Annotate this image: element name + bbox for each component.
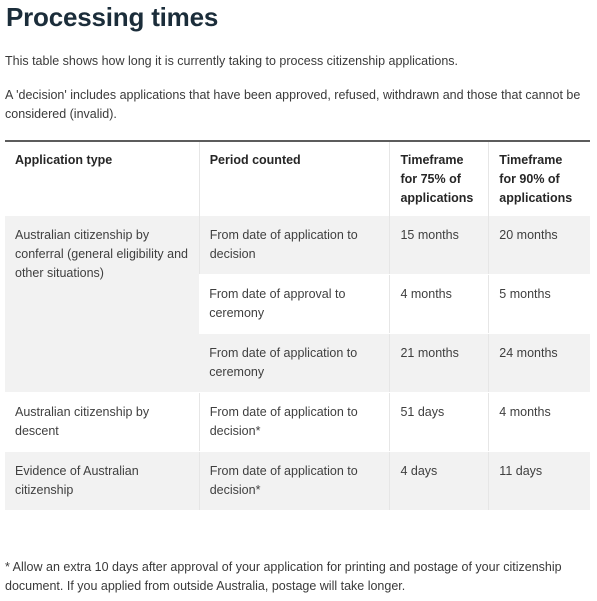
timeframe-75-cell: 15 months — [390, 216, 489, 275]
decision-definition: A 'decision' includes applications that have been approved, refused, withdrawn and those that cannot be considered (invalid). — [5, 88, 581, 121]
timeframe-90-cell: 4 months — [489, 393, 590, 452]
period-cell: From date of approval to ceremony — [199, 275, 390, 334]
timeframe-75-cell: 21 months — [390, 334, 489, 393]
period-cell: From date of application to ceremony — [199, 334, 390, 393]
period-cell: From date of application to decision* — [199, 452, 390, 511]
header-period-counted: Period counted — [199, 141, 390, 216]
application-type-evidence: Evidence of Australian citizenship — [5, 452, 199, 511]
processing-times-table — [5, 140, 590, 511]
header-timeframe-90: Timeframe for 90% of applications — [489, 141, 590, 216]
header-application-type: Application type — [5, 141, 199, 216]
footnote: * Allow an extra 10 days after approval of your application for printing and postage of your citizenship document. If you applied from outside Australia, postage will take longer. — [5, 560, 562, 593]
timeframe-90-cell: 5 months — [489, 275, 590, 334]
table-row — [5, 216, 590, 275]
application-type-conferral: Australian citizenship by conferral (general eligibility and other situations) — [5, 216, 199, 393]
period-cell: From date of application to decision — [199, 216, 390, 275]
timeframe-90-cell: 11 days — [489, 452, 590, 511]
application-type-descent: Australian citizenship by descent — [5, 393, 199, 452]
table-row — [5, 393, 590, 452]
timeframe-75-cell: 4 days — [390, 452, 489, 511]
page-title: Processing times — [6, 2, 219, 32]
table-header-row — [5, 141, 590, 216]
timeframe-90-cell: 20 months — [489, 216, 590, 275]
table-row — [5, 452, 590, 511]
header-timeframe-75: Timeframe for 75% of applications — [390, 141, 489, 216]
timeframe-75-cell: 51 days — [390, 393, 489, 452]
period-cell: From date of application to decision* — [199, 393, 390, 452]
timeframe-90-cell: 24 months — [489, 334, 590, 393]
timeframe-75-cell: 4 months — [390, 275, 489, 334]
intro-text: This table shows how long it is currently taking to process citizenship applications. — [5, 54, 458, 68]
